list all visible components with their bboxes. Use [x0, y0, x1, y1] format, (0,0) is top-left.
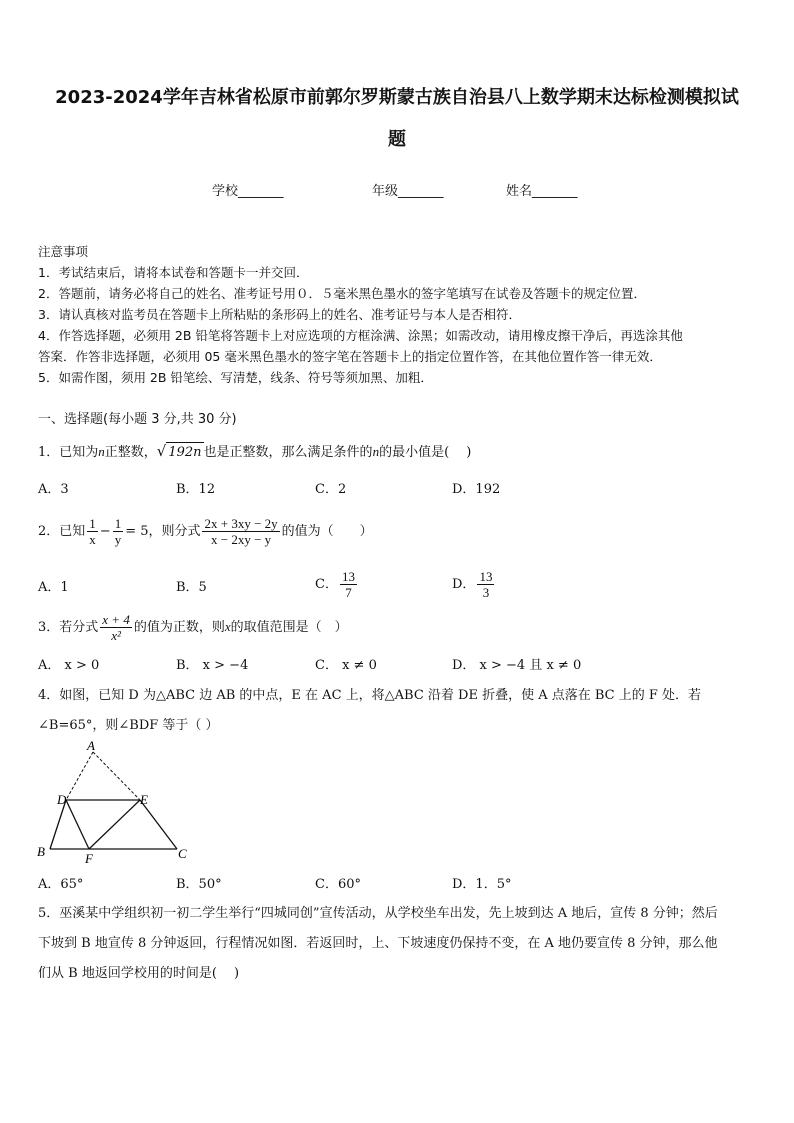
denominator: 7 — [345, 585, 352, 600]
side-ab — [50, 800, 66, 849]
q3-text: 的取值范围是（ ） — [230, 620, 348, 635]
exam-title-continued: 题 — [388, 129, 406, 150]
q1-var: n — [98, 444, 105, 459]
label-a: A — [87, 738, 95, 753]
fraction — [87, 516, 98, 547]
question-5-line-1: 5．巫溪某中学组织初一初二学生举行“四城同创”宣传活动，从学校坐车出发，先上坡到达 A 地后，宣传 8 分钟；然后 — [38, 906, 718, 921]
notes-heading: 注意事项 — [38, 244, 89, 259]
q3-text: 的值为正数，则 — [133, 620, 225, 635]
denominator: x − 2xy − y — [210, 532, 272, 547]
q2-option-d — [452, 566, 496, 604]
question-5-line-3: 们从 B 地返回学校用的时间是( ) — [38, 966, 240, 981]
question-4-line-1: 4．如图，已知 D 为△ABC 边 AB 的中点，E 在 AC 上，将△ABC 沿着 DE 折叠，使 A 点落在 BC 上的 F 处．若 — [38, 688, 702, 703]
option-label: D． — [452, 577, 476, 592]
q3-option-b: B． x > −4 — [176, 658, 249, 673]
dashed-line — [93, 752, 140, 800]
name-field: 姓名_______ — [506, 184, 578, 199]
sqrt-icon: √ — [156, 442, 167, 460]
q1-option-d: D．192 — [452, 482, 501, 497]
q2-option-a: A．1 — [38, 580, 69, 595]
note-item: 答案．作答非选择题，必须用 05 毫米黑色墨水的签字笔在答题卡上的指定位置作答，在其他位置作答一律无效． — [38, 349, 662, 364]
q2-text: 2．已知 — [38, 524, 86, 539]
fraction — [100, 612, 132, 643]
numerator: 13 — [341, 569, 355, 584]
fraction — [113, 516, 124, 547]
q2-text: = 5，则分式 — [125, 524, 201, 539]
label-c: C — [178, 846, 187, 861]
exam-title: 2023-2024学年吉林省松原市前郭尔罗斯蒙古族自治县八上数学期末达标检测模拟试 — [55, 87, 739, 108]
denominator: 3 — [482, 585, 490, 600]
denominator: x² — [111, 628, 121, 643]
q1-text: 正整数， — [104, 445, 157, 460]
label-e: E — [140, 792, 148, 807]
q4-option-a: A．65° — [38, 877, 84, 892]
q2-option-b: B．5 — [176, 580, 207, 595]
q1-option-c: C．2 — [315, 482, 347, 497]
fraction — [340, 569, 357, 600]
label-f: F — [85, 851, 93, 866]
q1-option-a: A．3 — [38, 482, 69, 497]
fraction — [202, 516, 279, 547]
q2-minus: − — [99, 524, 111, 539]
question-3 — [38, 608, 348, 647]
numerator: x + 4 — [102, 612, 130, 627]
q2-text: 的值为（ ） — [281, 524, 373, 539]
denominator: y — [114, 532, 122, 547]
q4-option-c: C．60° — [315, 877, 361, 892]
q4-triangle-diagram — [30, 738, 200, 868]
option-label: C． — [315, 577, 338, 592]
numerator: 1 — [89, 516, 96, 531]
section-heading: 一、选择题(每小题 3 分,共 30 分) — [38, 412, 237, 427]
grade-field: 年级_______ — [372, 184, 444, 199]
note-item: 5．如需作图，须用 2B 铅笔绘、写清楚，线条、符号等须加黑、加粗． — [38, 370, 433, 385]
segment-ef — [89, 800, 140, 849]
question-2 — [38, 512, 373, 552]
q1-option-b: B．12 — [176, 482, 216, 497]
q1-text: 1．已知为 — [38, 445, 99, 460]
note-item: 1．考试结束后，请将本试卷和答题卡一并交回． — [38, 265, 309, 280]
dashed-line — [66, 752, 93, 800]
side-ec — [140, 800, 177, 849]
q4-option-b: B．50° — [176, 877, 222, 892]
q4-option-d: D．1．5° — [452, 877, 512, 892]
note-item: 2．答题前，请务必将自己的姓名、准考证号用０．５毫米黑色墨水的签字笔填写在试卷及答题卡的规定位置． — [38, 286, 646, 301]
q2-option-c — [315, 566, 359, 604]
question-5-line-2: 下坡到 B 地宣传 8 分钟返回，行程情况如图．若返回时，上、下坡速度仍保持不变，在 A 地仍要宣传 8 分钟，那么他 — [38, 936, 718, 951]
q3-option-a: A． x > 0 — [38, 658, 100, 673]
q1-text: 的最小值是( ) — [379, 445, 472, 460]
q3-text: 3．若分式 — [38, 620, 99, 635]
note-item: 4．作答选择题，必须用 2B 铅笔将答题卡上对应选项的方框涂满、涂黑；如需改动，请用橡皮擦干净后，再选涂其他 — [38, 328, 683, 343]
question-4-line-2: ∠B=65°，则∠BDF 等于（ ） — [38, 718, 219, 733]
school-field: 学校_______ — [212, 184, 284, 199]
fraction — [477, 569, 494, 600]
q3-var: x — [224, 619, 231, 634]
question-1 — [38, 441, 471, 463]
numerator: 1 — [114, 516, 122, 531]
q1-var: n — [372, 444, 380, 459]
q1-text: 也是正整数，那么满足条件的 — [203, 445, 373, 460]
note-item: 3．请认真核对监考员在答题卡上所粘贴的条形码上的姓名、准考证号与本人是否相符． — [38, 307, 521, 322]
q3-option-d: D． x > −4 且 x ≠ 0 — [452, 658, 582, 673]
numerator: 13 — [479, 569, 493, 584]
numerator: 2x + 3xy − 2y — [204, 516, 278, 531]
denominator: x — [89, 532, 96, 547]
q1-radicand: 192n — [166, 442, 203, 463]
segment-df — [66, 800, 89, 849]
label-b: B — [37, 844, 45, 859]
label-d: D — [57, 792, 67, 807]
q3-option-c: C． x ≠ 0 — [315, 658, 377, 673]
